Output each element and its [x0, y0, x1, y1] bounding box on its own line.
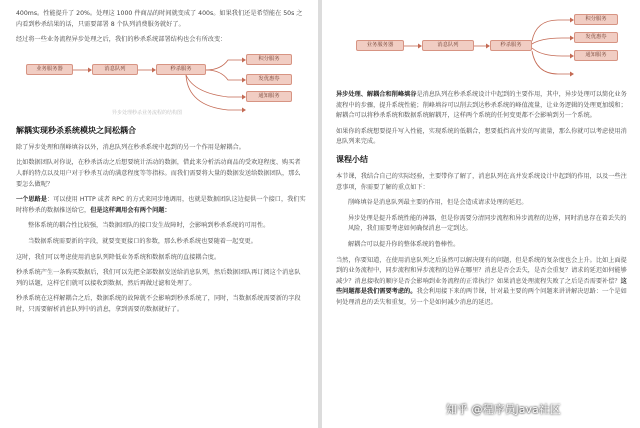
- text: 是消息队列在秒杀系统设计中起到的主要作用，其中，异步处理可以简化业务流程中的步骤，提升系统性能；削峰填谷可以削去到达秒杀系统的峰值流量，让业务逻辑的处理更加缓和；解耦合可以将秒杀系统和数据系统解耦开，这样两个系统的任何变更都不会影响到另一个系统。: [336, 91, 627, 120]
- box-message-queue: 消息队列: [92, 64, 138, 75]
- paragraph: 这时，我们可以考虑使用消息队列降低业务系统和数据系统的直接耦合度。: [16, 253, 221, 261]
- list-item: 整体系统的耦合性比较强，当数据团队的接口发生故障时，会影响到秒杀系统的可用性。: [28, 222, 270, 230]
- paragraph: 经过将一些业务流程异步处理之后，我们的秒杀系统部署结构也会有所改变：: [16, 36, 227, 44]
- bold-text: 异步处理、解耦合和削峰填谷: [336, 91, 417, 98]
- box-message-queue: 消息队列: [422, 40, 474, 51]
- paragraph: 秒杀系统产生一条购买数据后，我们可以先把全部数据发送给消息队列，然后数据团队再订阅这个消息队列的话题，这样它们就可以接收到数据，然后再做过滤和处理了。: [16, 269, 301, 287]
- section-heading: 解耦实现秒杀系统模块之间松耦合: [16, 125, 136, 135]
- bold-text: 一个思路是: [16, 196, 47, 204]
- diagram-caption: 异步处理秒杀业务流程的结构图: [112, 109, 183, 116]
- box-seckill-service: 秒杀服务: [156, 64, 206, 75]
- section-heading: 课程小结: [336, 154, 368, 164]
- paragraph: 除了异步处理和削峰填谷以外，消息队列在秒杀系统中起到的另一个作用是解耦合。: [16, 143, 245, 151]
- box-business-server: 业务服务器: [26, 64, 73, 75]
- box-notify-service: 通知服务: [246, 91, 292, 102]
- paragraph: 比如数据团队对你说，在秒杀活动之后想要统计活动的数据，借此来分析活动商品的受欢迎程度、购买者人群的特点以及用户对于秒杀互动的满意程度等等指标。而我们需要将大量的数据发送给数据团队，那么要怎么做呢？: [16, 159, 301, 188]
- bold-text: 但是这样调用会有两个问题：: [90, 206, 171, 214]
- list-item: 异步处理是提升系统性能的神器，但是你需要分清同步流程和异步流程的边界，同时消息存在着丢失的风险，我们需要考虑如何确保消息一定到达。: [348, 214, 627, 233]
- list-item: 解耦合可以提升你的整体系统的鲁棒性。: [348, 240, 460, 248]
- right-page: [322, 0, 640, 428]
- async-structure-diagram: [336, 8, 628, 90]
- box-coupon-service: 发优惠券: [246, 74, 292, 85]
- async-structure-diagram: [16, 51, 306, 119]
- list-item: 削峰填谷是消息队列最主要的作用，但是会造成请求处理的延迟。: [348, 199, 528, 207]
- text: 当然，你要知道，在使用消息队列之后虽然可以解决现有的问题，但是系统的复杂度也会上升。比如上面提到的业务流程中，同步流程和异步流程的边界在哪里？消息是否会丢失，是否会重复？请求的延迟如何能够减少？消息接收的顺序是否会影响到业务流程的正常执行？如果消息处理流程失败了之后是否需要补偿？: [336, 256, 627, 285]
- paragraph: 秒杀系统在这样解耦合之后，数据系统的故障就不会影响到秒杀系统了，同时，当数据系统需要新的字段时，只需要解析消息队列中的消息，拿到需要的数据就好了。: [16, 295, 301, 313]
- box-notify-service: 通知服务: [574, 50, 618, 61]
- bold-text: 这些问题都是我们需要考虑的。: [336, 277, 627, 296]
- paragraph: 本节课，我结合自己的实际经验，主要带你了解了，消息队列在高并发系统设计中起到的作用，以及一些注意事项，你需要了解的重点如下：: [336, 172, 627, 191]
- paragraph: [16, 195, 306, 216]
- left-page: [0, 0, 318, 428]
- paragraph: [336, 90, 628, 122]
- watermark: 知乎 @程序员Java社区: [446, 403, 561, 416]
- paragraph: 400ms。性能提升了 20%。处理这 1000 件商品的时间就变成了 400s。如果我们还是希望能在 50s 之内看到秒杀结果的话，只需要部署 8 个队列消费服务就好了。: [16, 10, 303, 28]
- box-business-server: 业务服务器: [356, 40, 404, 51]
- text: ：可以使用 HTTP 或者 RPC 的方式来同步地调用，也就是数据团队这边提供一个接口，我们实时将秒杀的数据推送给它，: [16, 196, 306, 214]
- paragraph: [336, 256, 628, 309]
- list-item: 当数据系统需要新的字段，就要变更接口的参数，那么秒杀系统也要随着一起变更。: [28, 237, 257, 245]
- box-points-service: 积分服务: [246, 54, 292, 65]
- box-points-service: 积分服务: [574, 14, 618, 25]
- text: 我会利用接下来的两节课，针对最主要的两个问题来讲讲解决思路：一个是如何处理消息的丢失和重复，另一个是如何减少消息的延迟。: [336, 288, 627, 306]
- paragraph: 如果你的系统想要提升写入性能，实现系统的低耦合，想要抵挡高并发的写流量，那么你就可以考虑使用消息队列来完成。: [336, 127, 627, 146]
- box-seckill-service: 秒杀服务: [490, 40, 532, 51]
- box-coupon-service: 发优惠券: [574, 32, 618, 43]
